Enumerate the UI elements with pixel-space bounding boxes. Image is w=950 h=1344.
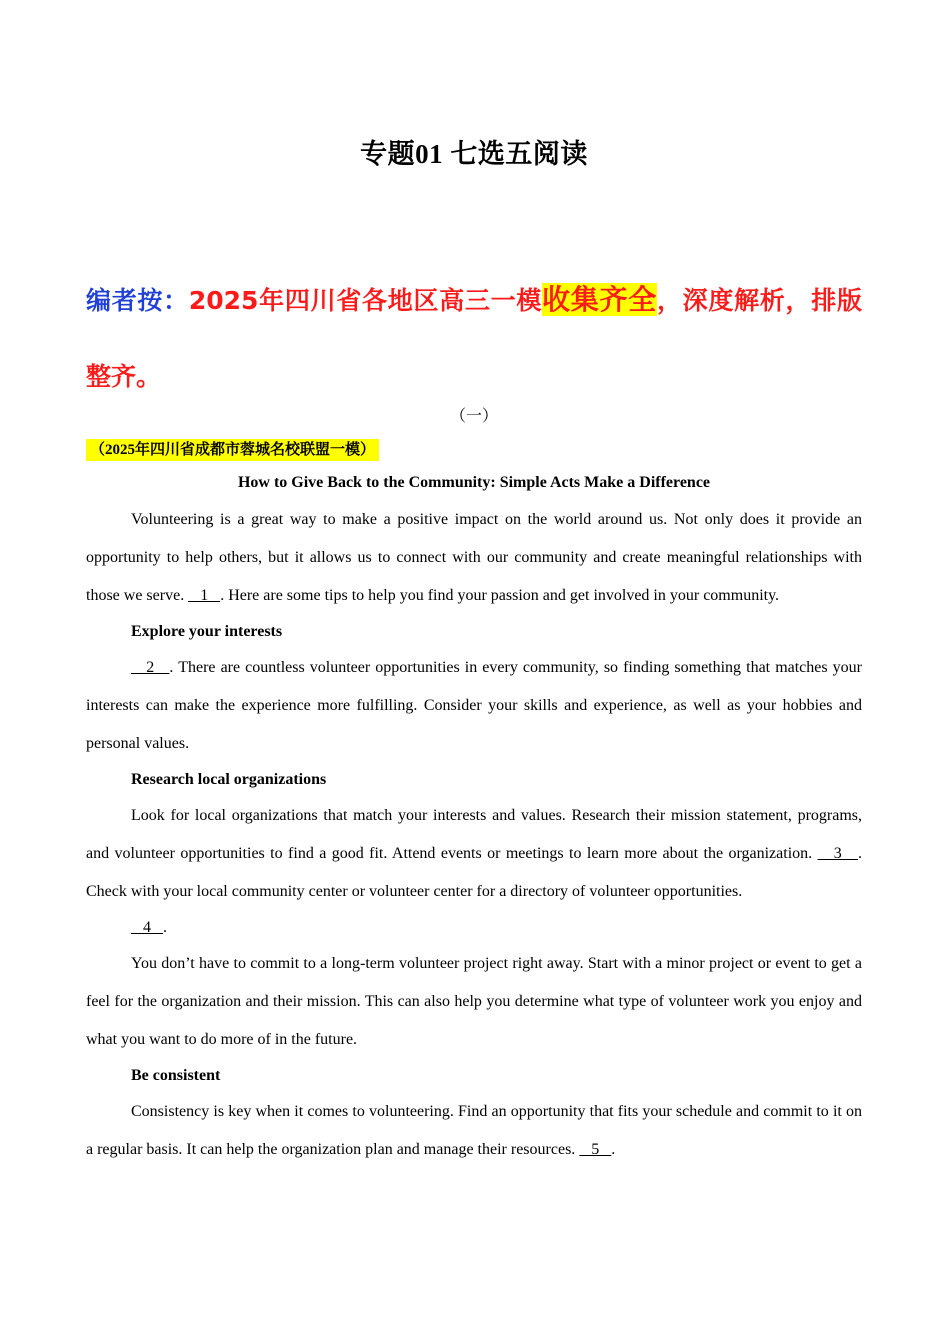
editor-note-highlight: 收集齐全	[542, 283, 657, 316]
page-title: 专题01 七选五阅读	[360, 139, 588, 169]
paragraph-text: Volunteering is a great way to make a positive impact on the world around us. Not only does it provide an opportunity to help others, but it allows us to connect with our community and create meaningful relationships with those we serve.	[86, 511, 862, 604]
heading-research-organizations: Research local organizations	[131, 771, 327, 788]
editor-note-text: 2025年四川省各地区高三一模	[188, 286, 543, 315]
paragraph-text: .	[611, 1141, 616, 1158]
paragraph-text: . Here are some tips to help you find your passion and get involved in your community.	[220, 587, 780, 604]
paragraph-2	[86, 649, 862, 763]
blank-3: 3	[817, 845, 859, 862]
paragraph-1	[86, 501, 862, 615]
editor-note-lead: 编者按：	[86, 286, 189, 315]
paragraph-3	[86, 797, 862, 911]
paragraph-text: Look for local organizations that match your interests and values. Research their mission statement, programs, and volunteer opportunities to find a good fit. Attend events or meetings to learn more about the organization.	[86, 807, 862, 862]
paragraph-text: Consistency is key when it comes to volunteering. Find an opportunity that fits your schedule and commit to it on a regular basis. It can help the organization plan and manage their resources.	[86, 1103, 862, 1158]
passage-title: How to Give Back to the Community: Simple Acts Make a Difference	[237, 474, 711, 491]
paragraph-text: . Check with your local community center or volunteer center for a directory of volunteer opportunities.	[86, 845, 863, 900]
blank-4: 4	[131, 919, 163, 936]
blank-2: 2	[131, 659, 170, 676]
source-label: （2025年四川省成都市蓉城名校联盟一模）	[86, 439, 379, 461]
blank-5: 5	[579, 1141, 612, 1158]
editor-note	[86, 262, 862, 415]
paragraph-text: . There are countless volunteer opportunities in every community, so finding something that matches your interests can make the experience more fulfilling. Consider your skills and experience, as well as your hobbies and personal values.	[86, 659, 863, 752]
paragraph-5: You don’t have to commit to a long-term volunteer project right away. Start with a minor project or event to get a feel for the organization and their mission. This can also help you determine what type of volunteer work you enjoy and what you want to do more of in the future.	[86, 955, 862, 1048]
paragraph-6	[86, 1093, 862, 1169]
paragraph-text: .	[163, 919, 167, 936]
heading-explore-interests: Explore your interests	[131, 623, 283, 640]
passage-body	[86, 501, 862, 1169]
blank-1: 1	[188, 587, 221, 604]
paragraph-4	[86, 911, 862, 945]
heading-be-consistent: Be consistent	[131, 1067, 221, 1084]
section-number: （一）	[449, 408, 498, 425]
editor-note-text-after: ，深度解析，排版整齐。	[86, 286, 862, 391]
